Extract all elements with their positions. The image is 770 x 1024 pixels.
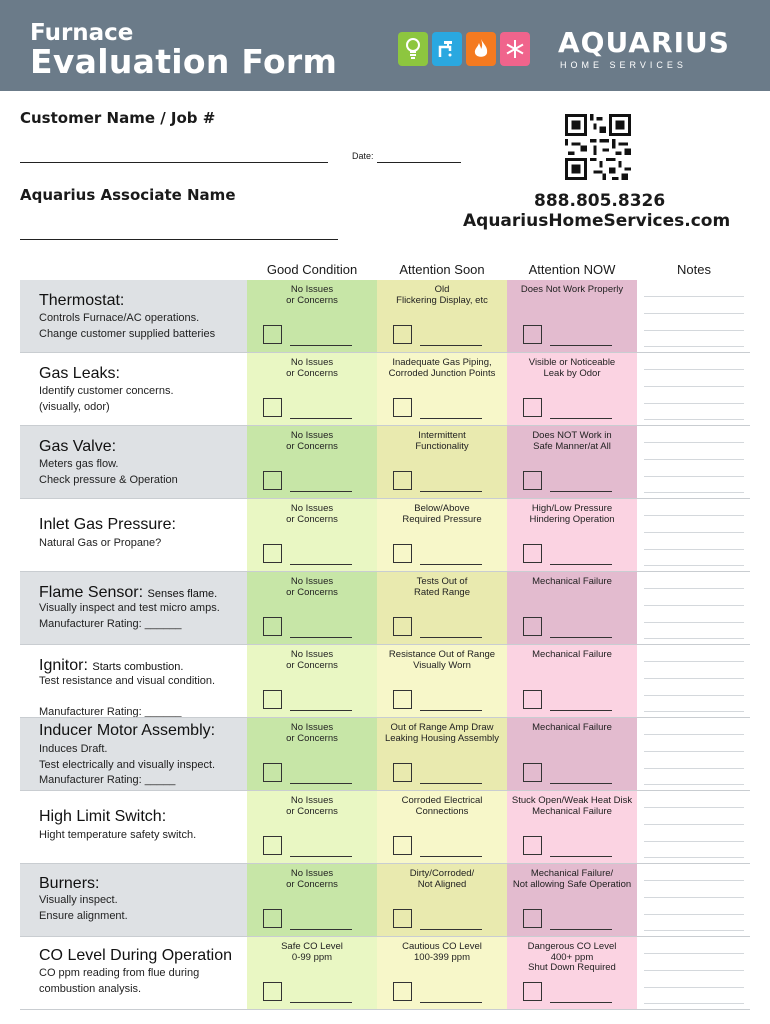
cell-soon-text: Resistance Out of Range Visually Worn (388, 649, 496, 671)
checkbox-now[interactable] (523, 909, 542, 928)
initial-line-good[interactable] (290, 491, 352, 492)
cell-now-text: Mechanical Failure/ Not allowing Safe Operation (512, 868, 632, 890)
notes-line (644, 807, 744, 808)
row-title-text: Flame Sensor: (39, 584, 144, 601)
checkbox-good[interactable] (263, 471, 282, 490)
cell-soon-text: Intermittent Functionality (415, 430, 469, 452)
notes-line (644, 588, 744, 589)
row-description (39, 674, 215, 721)
row-description-line: Hight temperature safety switch. (39, 829, 197, 841)
website: AquariusHomeServices.com (463, 211, 731, 231)
row-title-text: High Limit Switch: (39, 808, 167, 825)
row-label-cell (20, 280, 247, 352)
brand-name: AQUARIUS (558, 26, 730, 59)
cell-now-text: High/Low Pressure Hindering Operation (529, 503, 615, 525)
row-title (39, 292, 124, 310)
cell-soon (377, 280, 507, 352)
column-header-good: Good Condition (266, 262, 358, 277)
cell-now (507, 791, 637, 863)
checkbox-good[interactable] (263, 982, 282, 1001)
notes-line (644, 419, 744, 420)
cell-soon (377, 718, 507, 790)
checkbox-now[interactable] (523, 398, 542, 417)
lightbulb-icon (398, 32, 428, 66)
row-description-line: Visually inspect. (39, 894, 118, 906)
cell-good (247, 499, 377, 571)
cell-good-text: No Issues or Concerns (286, 722, 338, 744)
row-title (39, 516, 176, 534)
cell-good-text: No Issues or Concerns (286, 576, 338, 598)
row-title (39, 875, 99, 893)
customer-name-line[interactable] (20, 162, 328, 163)
notes-line (644, 313, 744, 314)
row-description (39, 601, 220, 632)
initial-line-soon[interactable] (420, 783, 482, 784)
cell-now-text: Visible or Noticeable Leak by Odor (528, 357, 616, 379)
checkbox-now[interactable] (523, 471, 542, 490)
cell-good (247, 426, 377, 498)
notes-line (644, 532, 744, 533)
cell-soon (377, 791, 507, 863)
cell-soon (377, 499, 507, 571)
row-label-cell (20, 864, 247, 936)
cell-now (507, 353, 637, 425)
cell-now-text: Does NOT Work in Safe Manner/at All (532, 430, 612, 452)
cell-good (247, 572, 377, 644)
row-title-text: CO Level During Operation (39, 947, 232, 964)
notes-cell[interactable] (644, 937, 744, 1009)
notes-line (644, 880, 744, 881)
row-label-cell (20, 937, 247, 1009)
row-description-line: combustion analysis. (39, 982, 142, 995)
checkbox-good[interactable] (263, 398, 282, 417)
notes-line (644, 638, 744, 639)
row-title-text: Thermostat: (39, 292, 125, 309)
checkbox-good[interactable] (263, 763, 282, 782)
notes-line (644, 711, 744, 712)
checkbox-soon[interactable] (393, 544, 412, 563)
cell-now (507, 718, 637, 790)
initial-line-good[interactable] (290, 929, 352, 930)
row-description (39, 536, 161, 552)
row-title (39, 722, 215, 740)
row-description (39, 966, 199, 997)
notes-cell[interactable] (644, 572, 744, 644)
notes-cell[interactable] (644, 499, 744, 571)
row-title-text: Inducer Motor Assembly: (39, 722, 216, 739)
cell-now (507, 499, 637, 571)
notes-line (644, 476, 744, 477)
row-description (39, 384, 174, 415)
notes-cell[interactable] (644, 426, 744, 498)
qr-code (565, 114, 631, 180)
checkbox-now[interactable] (523, 544, 542, 563)
customer-name-label: Customer Name / Job # (20, 109, 216, 127)
row-label-cell (20, 572, 247, 644)
cell-good (247, 353, 377, 425)
row-description-line (39, 690, 215, 706)
row-description-line: Manufacturer Rating: ______ (39, 617, 182, 630)
initial-line-now[interactable] (550, 418, 612, 419)
cell-soon-text: Below/Above Required Pressure (402, 503, 482, 525)
row-title (39, 365, 120, 383)
cell-soon (377, 353, 507, 425)
notes-line (644, 751, 744, 752)
table-row (20, 864, 750, 936)
cell-good (247, 937, 377, 1009)
table-row (20, 718, 750, 790)
cell-good (247, 280, 377, 352)
table-row (20, 645, 750, 717)
checkbox-soon[interactable] (393, 398, 412, 417)
table-row (20, 353, 750, 425)
row-description-line: Check pressure & Operation (39, 473, 178, 486)
row-label-cell (20, 353, 247, 425)
cell-soon-text: Old Flickering Display, etc (396, 284, 488, 306)
notes-cell[interactable] (644, 353, 744, 425)
table-row (20, 426, 750, 498)
faucet-icon (432, 32, 462, 66)
notes-line (644, 622, 744, 623)
initial-line-soon[interactable] (420, 929, 482, 930)
snowflake-icon (500, 32, 530, 66)
checkbox-good[interactable] (263, 690, 282, 709)
initial-line-now[interactable] (550, 710, 612, 711)
row-description-line: Controls Furnace/AC operations. (39, 312, 200, 324)
notes-line (644, 695, 744, 696)
associate-name-label: Aquarius Associate Name (20, 186, 236, 204)
cell-good-text: No Issues or Concerns (286, 868, 338, 890)
row-description-line: Natural Gas or Propane? (39, 537, 162, 549)
initial-line-good[interactable] (290, 783, 352, 784)
brand-subtitle: HOME SERVICES (560, 60, 687, 70)
notes-line (644, 386, 744, 387)
row-description-line: Ensure alignment. (39, 909, 128, 922)
cell-soon-text: Tests Out of Rated Range (414, 576, 470, 598)
row-description-line: Manufacturer Rating: ______ (39, 706, 182, 718)
table-row (20, 499, 750, 571)
row-label-cell (20, 499, 247, 571)
cell-good-text: No Issues or Concerns (286, 503, 338, 525)
cell-soon (377, 572, 507, 644)
initial-line-now[interactable] (550, 856, 612, 857)
checkbox-now[interactable] (523, 325, 542, 344)
checkbox-soon[interactable] (393, 690, 412, 709)
initial-line-now[interactable] (550, 491, 612, 492)
initial-line-soon[interactable] (420, 637, 482, 638)
cell-good (247, 645, 377, 717)
checkbox-now[interactable] (523, 982, 542, 1001)
cell-soon (377, 645, 507, 717)
row-title (39, 808, 166, 826)
row-divider (20, 1009, 750, 1010)
cell-now-text: Dangerous CO Level 400+ ppm Shut Down Required (527, 941, 617, 973)
notes-line (644, 442, 744, 443)
cell-now-text: Mechanical Failure (532, 722, 612, 733)
date-label: Date: (352, 151, 374, 161)
header-banner (0, 0, 770, 91)
cell-soon-text: Corroded Electrical Connections (401, 795, 483, 817)
notes-line (644, 346, 744, 347)
initial-line-now[interactable] (550, 564, 612, 565)
row-title-note: Starts combustion. (92, 661, 184, 673)
row-description (39, 311, 215, 342)
notes-line (644, 970, 744, 971)
notes-line (644, 492, 744, 493)
row-title-text: Burners: (39, 875, 100, 892)
column-header-now: Attention NOW (528, 262, 616, 277)
checkbox-good[interactable] (263, 909, 282, 928)
checkbox-good[interactable] (263, 836, 282, 855)
notes-cell[interactable] (644, 645, 744, 717)
notes-cell[interactable] (644, 791, 744, 863)
initial-line-good[interactable] (290, 637, 352, 638)
notes-line (644, 605, 744, 606)
cell-now (507, 937, 637, 1009)
notes-line (644, 296, 744, 297)
cell-good-text: No Issues or Concerns (286, 430, 338, 452)
row-title-text: Gas Valve: (39, 438, 117, 455)
row-description-line: Induces Draft. (39, 743, 108, 755)
notes-line (644, 661, 744, 662)
row-description-line: Manufacturer Rating: _____ (39, 774, 176, 786)
notes-line (644, 565, 744, 566)
row-title (39, 947, 232, 965)
notes-line (644, 549, 744, 550)
row-description-line: (visually, odor) (39, 400, 110, 413)
associate-name-line[interactable] (20, 239, 338, 240)
cell-now-text: Mechanical Failure (532, 649, 612, 660)
initial-line-now[interactable] (550, 929, 612, 930)
initial-line-soon[interactable] (420, 418, 482, 419)
initial-line-good[interactable] (290, 564, 352, 565)
cell-now-text: Does Not Work Properly (520, 284, 624, 295)
cell-now-text: Mechanical Failure (532, 576, 612, 587)
row-description-line: CO ppm reading from flue during (39, 967, 200, 979)
initial-line-good[interactable] (290, 856, 352, 857)
initial-line-soon[interactable] (420, 564, 482, 565)
row-description-line: Change customer supplied batteries (39, 327, 216, 340)
cell-good (247, 718, 377, 790)
cell-good (247, 864, 377, 936)
cell-good-text: No Issues or Concerns (286, 284, 338, 306)
form-title-small: Furnace (30, 20, 134, 46)
notes-cell[interactable] (644, 864, 744, 936)
initial-line-good[interactable] (290, 418, 352, 419)
column-header-notes: Notes (677, 262, 711, 277)
notes-cell[interactable] (644, 280, 744, 352)
notes-line (644, 930, 744, 931)
row-label-cell (20, 645, 247, 717)
initial-line-soon[interactable] (420, 856, 482, 857)
cell-soon-text: Cautious CO Level 100-399 ppm (402, 941, 482, 963)
row-title-note: Senses flame. (147, 588, 218, 600)
cell-soon-text: Out of Range Amp Draw Leaking Housing Assembly (384, 722, 500, 744)
cell-soon-text: Inadequate Gas Piping, Corroded Junction Points (388, 357, 496, 379)
initial-line-good[interactable] (290, 345, 352, 346)
checkbox-now[interactable] (523, 617, 542, 636)
table-row (20, 937, 750, 1009)
checkbox-good[interactable] (263, 617, 282, 636)
notes-line (644, 330, 744, 331)
row-title-text: Ignitor: (39, 657, 88, 674)
row-title (39, 438, 116, 456)
cell-good-text: Safe CO Level 0-99 ppm (281, 941, 343, 963)
notes-line (644, 914, 744, 915)
flame-icon (466, 32, 496, 66)
table-row (20, 791, 750, 863)
notes-line (644, 515, 744, 516)
checkbox-good[interactable] (263, 325, 282, 344)
notes-line (644, 734, 744, 735)
checkbox-soon[interactable] (393, 325, 412, 344)
row-title (39, 584, 217, 602)
initial-line-soon[interactable] (420, 710, 482, 711)
cell-good-text: No Issues or Concerns (286, 649, 338, 671)
row-label-cell (20, 426, 247, 498)
checkbox-soon[interactable] (393, 982, 412, 1001)
table-row (20, 280, 750, 352)
row-description (39, 828, 196, 844)
notes-line (644, 824, 744, 825)
cell-good (247, 791, 377, 863)
notes-line (644, 857, 744, 858)
initial-line-good[interactable] (290, 1002, 352, 1003)
column-header-soon: Attention Soon (399, 262, 485, 277)
phone-number: 888.805.8326 (534, 191, 666, 211)
initial-line-now[interactable] (550, 345, 612, 346)
checkbox-now[interactable] (523, 690, 542, 709)
initial-line-now[interactable] (550, 783, 612, 784)
checkbox-soon[interactable] (393, 909, 412, 928)
cell-good-text: No Issues or Concerns (286, 357, 338, 379)
checkbox-soon[interactable] (393, 836, 412, 855)
checkbox-soon[interactable] (393, 617, 412, 636)
notes-line (644, 841, 744, 842)
cell-now (507, 864, 637, 936)
cell-good-text: No Issues or Concerns (286, 795, 338, 817)
row-description-line: Test resistance and visual condition. (39, 675, 216, 687)
row-title (39, 657, 183, 675)
notes-line (644, 678, 744, 679)
row-description-line: Visually inspect and test micro amps. (39, 602, 220, 614)
row-description (39, 457, 178, 488)
initial-line-good[interactable] (290, 710, 352, 711)
initial-line-soon[interactable] (420, 345, 482, 346)
checkbox-good[interactable] (263, 544, 282, 563)
row-label-cell (20, 718, 247, 790)
initial-line-soon[interactable] (420, 491, 482, 492)
cell-now (507, 645, 637, 717)
cell-soon (377, 864, 507, 936)
row-description-line: Test electrically and visually inspect. (39, 758, 216, 771)
row-label-cell (20, 791, 247, 863)
notes-line (644, 459, 744, 460)
notes-line (644, 369, 744, 370)
cell-now (507, 280, 637, 352)
row-description (39, 742, 215, 789)
form-title: Evaluation Form (30, 42, 338, 81)
notes-line (644, 953, 744, 954)
cell-soon-text: Dirty/Corroded/ Not Aligned (409, 868, 475, 890)
checkbox-now[interactable] (523, 836, 542, 855)
checkbox-soon[interactable] (393, 763, 412, 782)
checkbox-now[interactable] (523, 763, 542, 782)
notes-line (644, 403, 744, 404)
logo-icons (398, 32, 530, 66)
row-title-text: Inlet Gas Pressure: (39, 516, 176, 533)
cell-now (507, 426, 637, 498)
notes-line (644, 784, 744, 785)
initial-line-soon[interactable] (420, 1002, 482, 1003)
initial-line-now[interactable] (550, 637, 612, 638)
notes-line (644, 897, 744, 898)
row-title-text: Gas Leaks: (39, 365, 120, 382)
cell-soon (377, 426, 507, 498)
checkbox-soon[interactable] (393, 471, 412, 490)
notes-line (644, 987, 744, 988)
cell-now (507, 572, 637, 644)
cell-soon (377, 937, 507, 1009)
table-row (20, 572, 750, 644)
row-description-line: Meters gas flow. (39, 458, 119, 470)
initial-line-now[interactable] (550, 1002, 612, 1003)
notes-line (644, 1003, 744, 1004)
row-description-line: Identify customer concerns. (39, 385, 174, 397)
notes-line (644, 768, 744, 769)
row-description (39, 893, 128, 924)
notes-cell[interactable] (644, 718, 744, 790)
date-line[interactable] (377, 162, 461, 163)
cell-now-text: Stuck Open/Weak Heat Disk Mechanical Failure (511, 795, 633, 817)
